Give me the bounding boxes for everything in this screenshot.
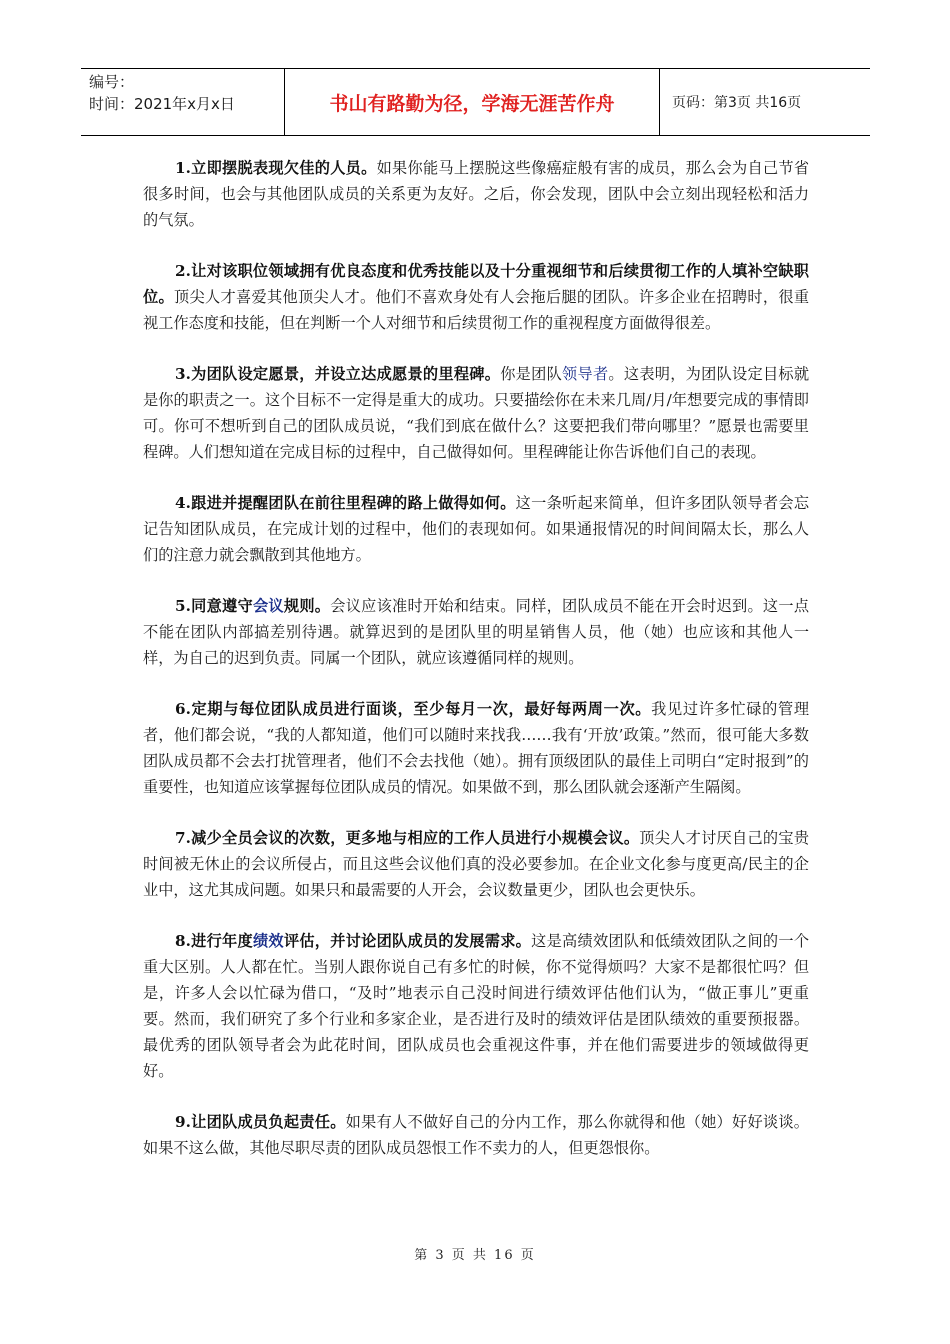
paragraph-text: 这一条听起来简单，但许多团队领导者会忘记告知团队成员，在完成计划的过程中，他们的表现如何。如果通报情况的时间间隔太长，那么人们的注意力就会飘散到其他地方。 [143,494,810,564]
paragraph-text: 如果有人不做好自己的分内工作，那么你就得和他（她）好好谈谈。如果不这么做，其他尽职尽责的团队成员怨恨工作不卖力的人，但更怨恨你。 [143,1113,809,1157]
paragraph-heading: 4.跟进并提醒团队在前往里程碑的路上做得如何。 [175,494,516,512]
paragraph-3 [143,361,809,465]
heading-part: 规则。 [283,597,331,615]
paragraph-8 [143,928,809,1084]
paragraph-heading [175,932,531,950]
paragraph-4 [143,490,809,568]
paragraph-7 [143,825,809,903]
document-date-label: 时间：2021年x月x日 [89,95,235,113]
paragraph-heading: 6.定期与每位团队成员进行面谈，至少每月一次，最好每两周一次。 [175,700,652,718]
paragraph-text: 我见过许多忙碌的管理者，他们都会说，“我的人都知道，他们可以随时来找我……我有‘开放’政策。”然而，很可能大多数团队成员都不会去打扰管理者，他们不会去找他（她）。拥有顶级团队的最佳上司明白“定时报到”的重要性，也知道应该掌握每位团队成员的情况。如果做不到，那么团队就会逐渐产生隔阂。 [143,700,810,796]
paragraph-text: 顶尖人才讨厌自己的宝贵时间被无休止的会议所侵占，而且这些会议他们真的没必要参加。在企业文化参与度更高/民主的企业中，这尤其成问题。如果只和最需要的人开会，会议数量更少，团队也会更快乐。 [143,829,810,899]
keyword-link-performance[interactable]: 绩效 [252,932,284,950]
header-page-number: 页码：第3页 共16页 [672,95,802,111]
paragraph-5 [143,593,809,671]
paragraph-9 [143,1109,809,1161]
paragraph-heading: 2.让对该职位领域拥有优良态度和优秀技能以及十分重视细节和后续贯彻工作的人填补空缺职位。 [143,262,809,306]
document-body [143,155,809,1186]
header-info-cell [81,69,285,135]
paragraph-heading: 9.让团队成员负起责任。 [175,1113,346,1131]
paragraph-heading: 7.减少全员会议的次数，更多地与相应的工作人员进行小规模会议。 [175,829,640,847]
header-motto: 书山有路勤为径，学海无涯苦作舟 [285,69,660,135]
paragraph-heading [175,597,330,615]
heading-part: 评估，并讨论团队成员的发展需求。 [283,932,532,950]
paragraph-heading: 1.立即摆脱表现欠佳的人员。 [175,159,377,177]
keyword-link-leader[interactable]: 领导者 [562,365,609,383]
paragraph-heading: 3.为团队设定愿景，并设立达成愿景的里程碑。 [175,365,501,383]
heading-part: 8.进行年度 [175,932,253,950]
paragraph-text: 顶尖人才喜爱其他顶尖人才。他们不喜欢身处有人会拖后腿的团队。许多企业在招聘时，很重视工作态度和技能，但在判断一个人对细节和后续贯彻工作的重视程度方面做得很差。 [143,288,810,332]
keyword-link-meeting[interactable]: 会议 [252,597,284,615]
paragraph-2 [143,258,809,336]
paragraph-6 [143,696,809,800]
paragraph-1 [143,155,809,233]
paragraph-text: 如果你能马上摆脱这些像癌症般有害的成员，那么会为自己节省很多时间，也会与其他团队成员的关系更为友好。之后，你会发现，团队中会立刻出现轻松和活力的气氛。 [143,159,810,229]
paragraph-text: 你是团队 [500,365,563,383]
document-number-label: 编号： [89,73,135,91]
document-header [81,68,870,136]
paragraph-text: 。这表明，为团队设定目标就是你的职责之一。这个目标不一定得是重大的成功。只要描绘你在未来几周/月/年想要完成的事情即可。你可不想听到自己的团队成员说，“我们到底在做什么？这要把我们带向哪里？”愿景也需要里程碑。人们想知道在完成目标的过程中，自己做得如何。里程碑能让你告诉他们自己的表现。 [143,365,810,461]
page-footer: 第 3 页 共 16 页 [414,1248,536,1263]
paragraph-text: 会议应该准时开始和结束。同样，团队成员不能在开会时迟到。这一点不能在团队内部搞差别待遇。就算迟到的是团队里的明星销售人员，他（她）也应该和其他人一样，为自己的迟到负责。同属一个团队，就应该遵循同样的规则。 [143,597,810,667]
heading-part: 5.同意遵守 [175,597,253,615]
paragraph-text: 这是高绩效团队和低绩效团队之间的一个重大区别。人人都在忙。当别人跟你说自己有多忙的时候，你不觉得烦吗？大家不是都很忙吗？但是，许多人会以忙碌为借口，“及时”地表示自己没时间进行绩效评估他们认为，“做正事儿”更重要。然而，我们研究了多个行业和多家企业，是否进行及时的绩效评估是团队绩效的重要预报器。最优秀的团队领导者会为此花时间，团队成员也会重视这件事，并在他们需要进步的领域做得更好。 [143,932,810,1080]
